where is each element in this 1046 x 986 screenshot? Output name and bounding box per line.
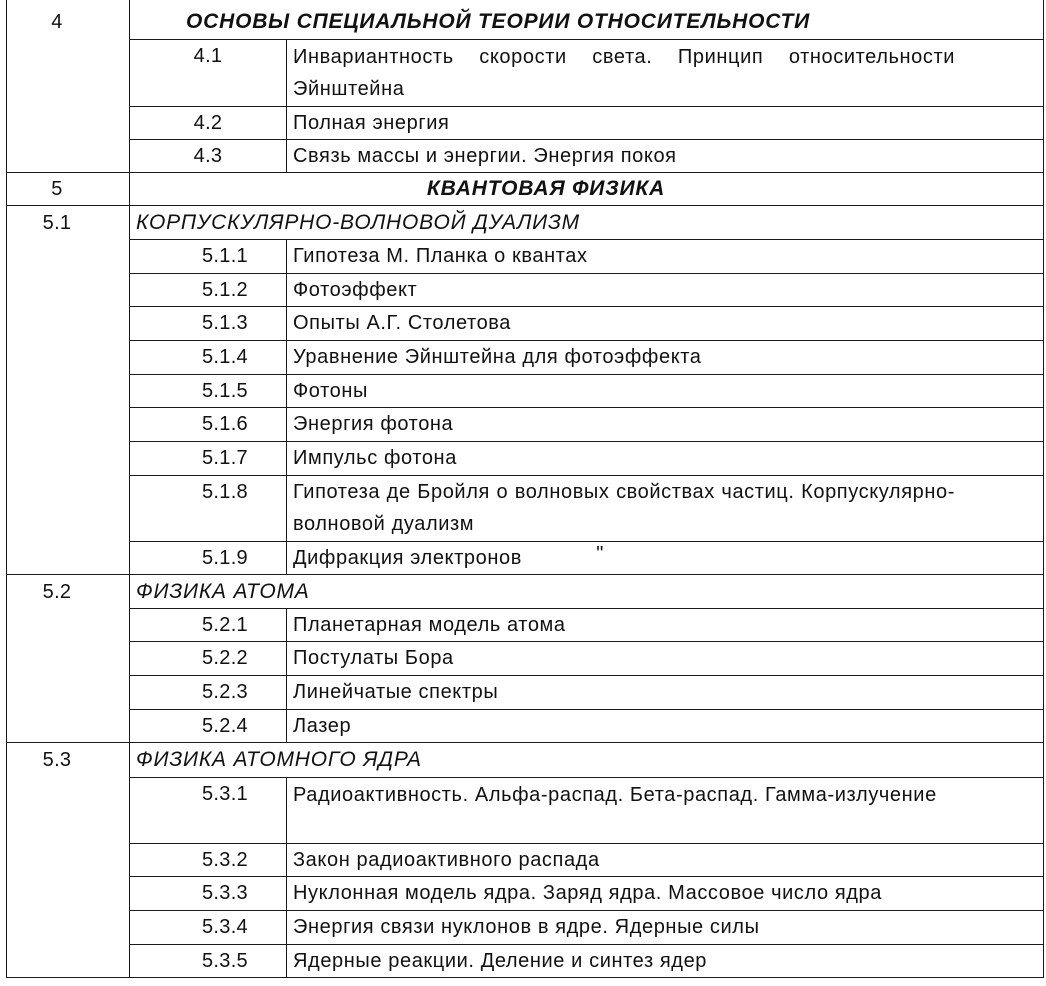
item-number: 5.1.8: [202, 481, 248, 503]
item-number: 5.1.1: [202, 245, 248, 267]
subsection-title: ФИЗИКА АТОМНОГО ЯДРА: [136, 748, 422, 771]
item-number: 5.3.3: [202, 882, 248, 904]
item-number: 5.1.9: [202, 547, 248, 569]
item-text: Фотоны: [293, 380, 368, 402]
subsection-number: 5.2: [42, 581, 72, 603]
table-border-bottom: [6, 977, 1043, 978]
item-text: Инвариантность скорости света. Принцип относительности Эйнштейна: [293, 46, 955, 100]
item-text: Энергия фотона: [293, 413, 454, 435]
subsection-number: 5.1: [42, 212, 72, 234]
row-divider: [6, 172, 1043, 173]
item-text: Уравнение Эйнштейна для фотоэффекта: [293, 346, 702, 368]
item-text: Постулаты Бора: [293, 647, 454, 669]
row-divider: [129, 777, 1043, 778]
item-number: 5.1.5: [202, 380, 248, 402]
item-number: 5.2.3: [202, 681, 248, 703]
row-divider: [6, 574, 1043, 575]
item-text: Импульс фотона: [293, 447, 457, 469]
subsection-number: 5.3: [42, 749, 72, 771]
item-text: Радиоактивность. Альфа-распад. Бета-распад. Гамма-излучение: [293, 784, 937, 806]
item-number: 5.1.3: [202, 312, 248, 334]
item-text: Связь массы и энергии. Энергия покоя: [293, 145, 677, 167]
item-number: 5.3.1: [202, 783, 248, 805]
item-text: Дифракция электронов: [293, 547, 522, 569]
item-number: 5.1.2: [202, 279, 248, 301]
item-number: 5.2.2: [202, 647, 248, 669]
item-text: Гипотеза М. Планка о квантах: [293, 245, 588, 267]
column-divider: [286, 777, 287, 978]
item-text: Фотоэффект: [293, 279, 418, 301]
row-divider: [6, 205, 1043, 206]
section-number: 5: [51, 178, 63, 200]
item-number: 5.1.6: [202, 413, 248, 435]
item-number: 4.3: [193, 145, 223, 167]
item-text: Закон радиоактивного распада: [293, 849, 600, 871]
table-border-right: [1043, 0, 1044, 978]
item-text: Нуклонная модель ядра. Заряд ядра. Массовое число ядра: [293, 882, 882, 904]
section-number: 4: [51, 11, 63, 33]
item-number: 5.3.5: [202, 950, 248, 972]
item-text: Планетарная модель атома: [293, 614, 566, 636]
stray-quote-mark: ": [596, 543, 604, 565]
item-number: 5.2.4: [202, 715, 248, 737]
subsection-title: КОРПУСКУЛЯРНО-ВОЛНОВОЙ ДУАЛИЗМ: [136, 211, 580, 234]
item-number: 5.1.4: [202, 346, 248, 368]
item-text: Лазер: [293, 715, 352, 737]
section-title: ОСНОВЫ СПЕЦИАЛЬНОЙ ТЕОРИИ ОТНОСИТЕЛЬНОСТИ: [186, 10, 810, 33]
item-text: Ядерные реакции. Деление и синтез ядер: [293, 950, 708, 972]
table-border-left: [6, 0, 7, 978]
item-number: 4.1: [193, 45, 223, 67]
item-number: 4.2: [193, 112, 223, 134]
subsection-title: ФИЗИКА АТОМА: [136, 580, 310, 603]
item-text: Линейчатые спектры: [293, 681, 499, 703]
item-number: 5.2.1: [202, 614, 248, 636]
section-title: КВАНТОВАЯ ФИЗИКА: [426, 177, 666, 200]
item-text: Полная энергия: [293, 112, 450, 134]
row-divider: [129, 39, 1043, 40]
item-text: Гипотеза де Бройля о волновых свойствах частиц. Корпускулярно-волновой дуализм: [293, 481, 955, 535]
item-number: 5.3.4: [202, 916, 248, 938]
item-number: 5.1.7: [202, 447, 248, 469]
item-text: Энергия связи нуклонов в ядре. Ядерные силы: [293, 916, 760, 938]
item-text: Опыты А.Г. Столетова: [293, 312, 512, 334]
row-divider: [6, 742, 1043, 743]
item-number: 5.3.2: [202, 849, 248, 871]
